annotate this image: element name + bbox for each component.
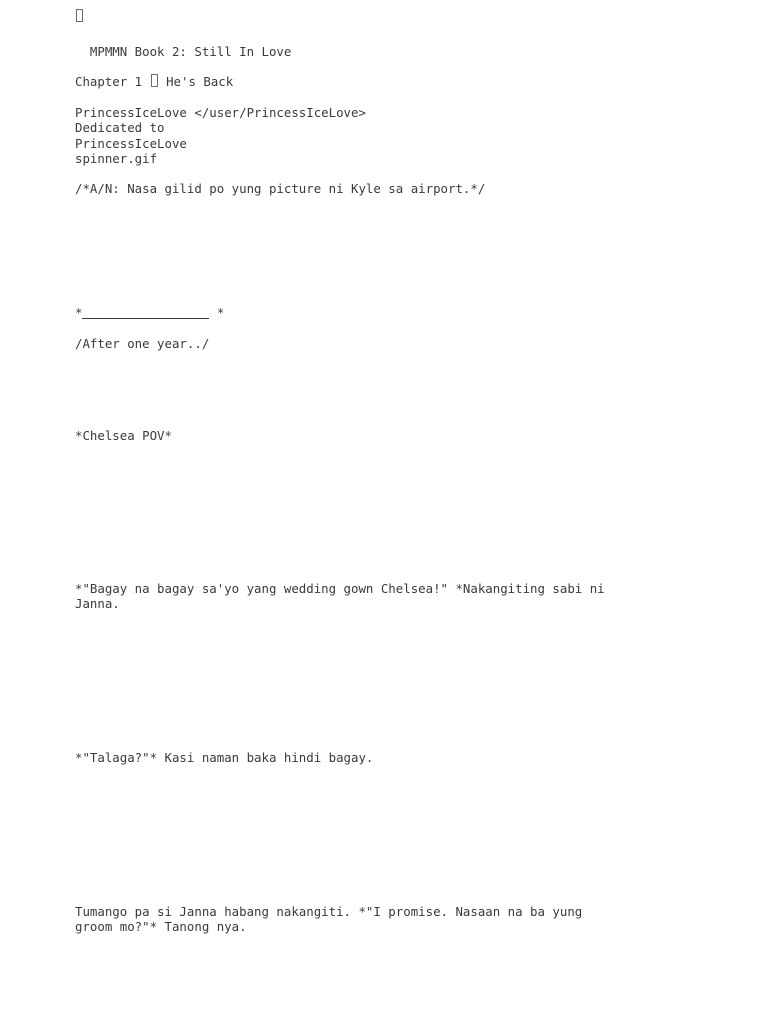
paragraph-3 — [75, 904, 615, 935]
chapter-heading — [75, 74, 233, 89]
paragraph-2: *"Talaga?"* Kasi naman baka hindi bagay. — [75, 750, 374, 765]
separator-right: * — [209, 305, 225, 320]
dedicated-name: PrincessIceLove — [75, 135, 187, 151]
paragraph-1 — [75, 581, 615, 612]
missing-glyph-icon — [75, 9, 84, 24]
paragraph-3-text: Tumango pa si Janna habang nakangiti. *"I promise. Nasaan na ba yung groom mo?"* Tanong nya. — [75, 904, 583, 935]
separator-left: * — [75, 305, 83, 320]
separator — [75, 305, 224, 320]
chapter-title: He's Back — [158, 74, 234, 89]
dedicated-label: Dedicated to — [75, 120, 165, 136]
book-title: MPMMN Book 2: Still In Love — [75, 44, 292, 59]
separator-rule — [82, 307, 209, 319]
paragraph-1-text: *"Bagay na bagay sa'yo yang wedding gown Chelsea!" *Nakangiting sabi ni Janna. — [75, 581, 605, 612]
byline — [75, 105, 366, 166]
author-link[interactable]: PrincessIceLove </user/PrincessIceLove> — [75, 105, 366, 120]
missing-glyph-icon — [151, 74, 158, 87]
spinner-placeholder: spinner.gif — [75, 150, 158, 166]
pov-heading: *Chelsea POV* — [75, 428, 172, 443]
author-note: /*A/N: Nasa gilid po yung picture ni Kyle sa airport.*/ — [75, 181, 486, 196]
time-skip: /After one year../ — [75, 336, 210, 351]
chapter-prefix: Chapter 1 — [75, 74, 150, 89]
